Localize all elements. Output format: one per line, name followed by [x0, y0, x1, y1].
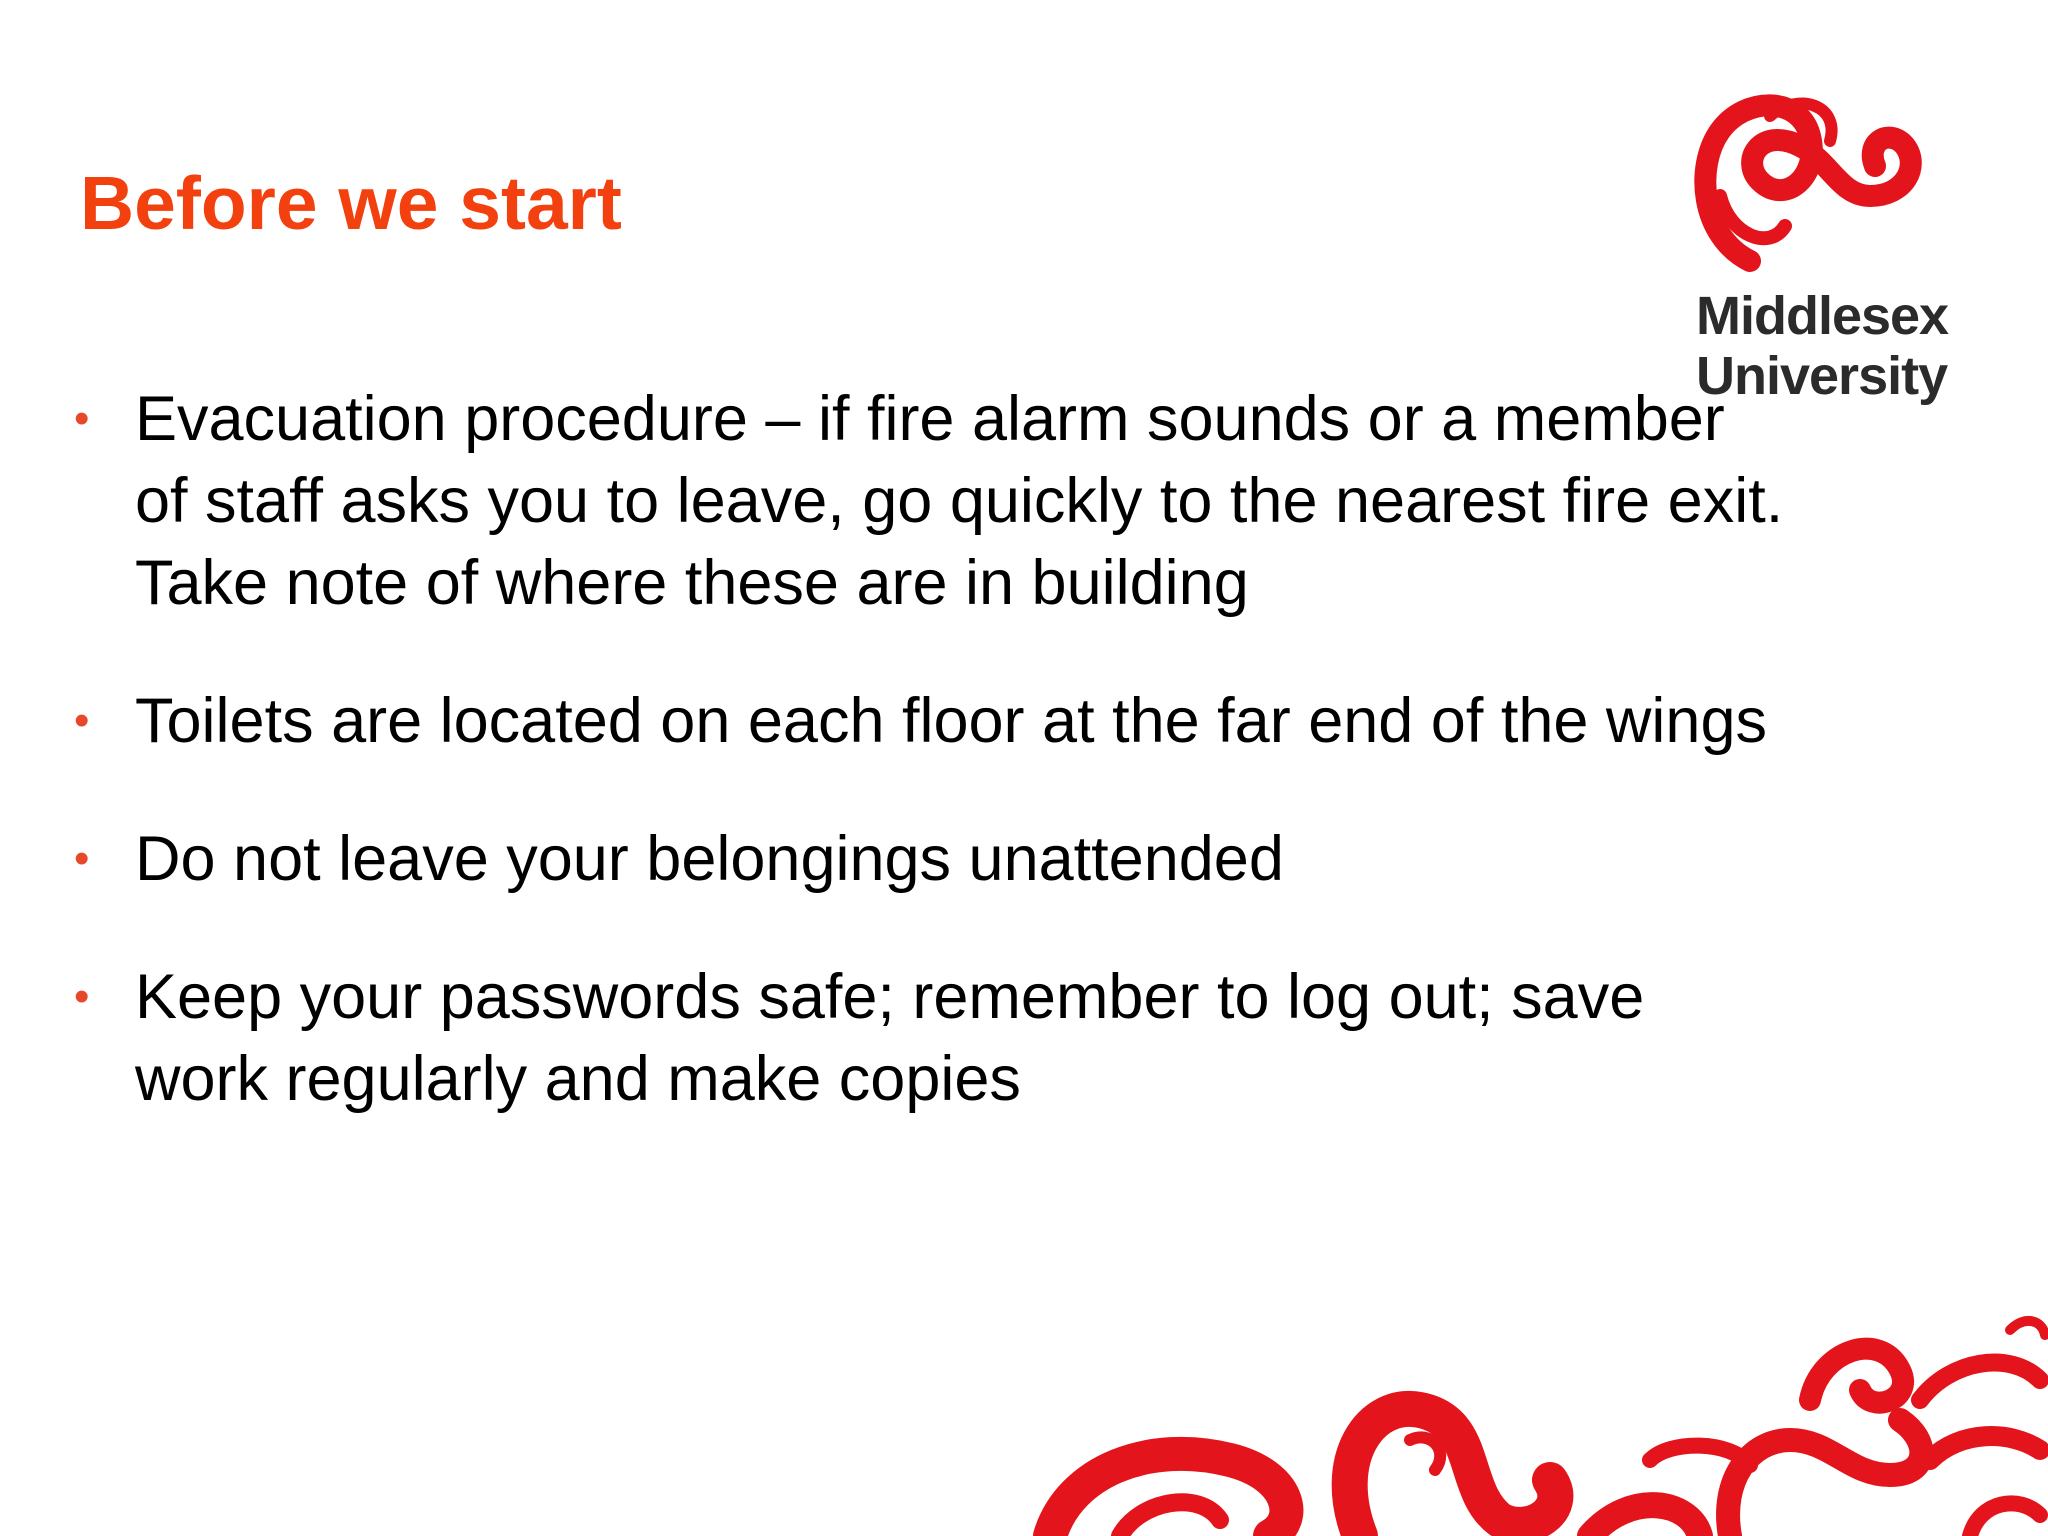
- bullet-text: Keep your passwords safe; remember to log out; save work regularly and make copies: [135, 962, 1645, 1114]
- bullet-item: [74, 956, 1794, 1120]
- bullet-list: [74, 378, 1794, 1176]
- bullet-item: [74, 818, 1794, 900]
- bullet-marker: •: [74, 394, 90, 443]
- bullet-marker: •: [74, 696, 90, 745]
- swirl-decoration-icon: [1030, 1290, 2048, 1536]
- bullet-item: [74, 680, 1794, 762]
- university-logo: [1690, 86, 1960, 416]
- bullet-text: Evacuation procedure – if fire alarm sounds or a member of staff asks you to leave, go quickly to the nearest fire exit. Take note of where these are in building: [135, 384, 1784, 618]
- logo-line-1: Middlesex: [1696, 286, 1949, 346]
- middlesex-swirl-icon: [1690, 86, 1960, 276]
- slide-title: Before we start: [80, 161, 622, 245]
- logo-line-2: University: [1696, 346, 1948, 406]
- bullet-item: [74, 378, 1794, 624]
- bullet-text: Do not leave your belongings unattended: [135, 824, 1284, 894]
- bullet-marker: •: [74, 834, 90, 883]
- bullet-marker: •: [74, 972, 90, 1021]
- bullet-text: Toilets are located on each floor at the far end of the wings: [135, 686, 1768, 756]
